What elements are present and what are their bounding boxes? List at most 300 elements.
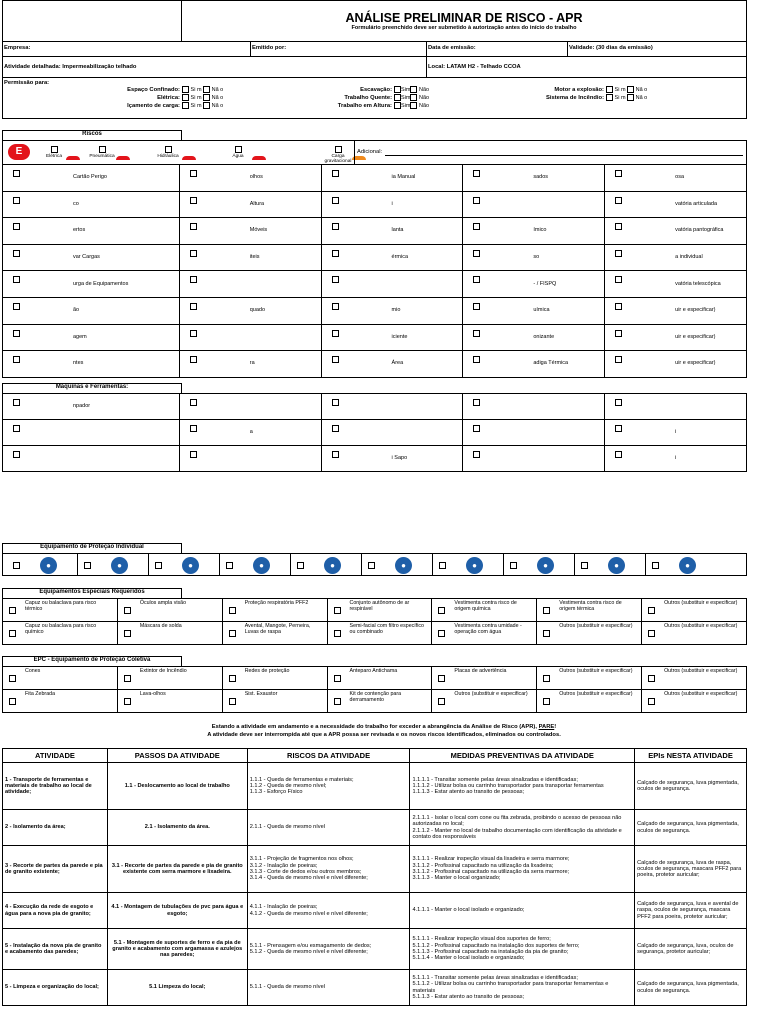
grid-cell[interactable] [432, 690, 537, 713]
grid-row [3, 351, 747, 378]
table-cell-medidas[interactable]: 2.1.1.1 - Isolar o local com cone ou fita zebrada, proibindo o acesso de pessoas não autorizadas no local; 2.1.1.2 - Manter no local de trabalho documentação com identificação da atividade e contato dos responsáveis [410, 810, 635, 846]
checkbox[interactable] [648, 675, 655, 682]
checkbox[interactable] [190, 356, 197, 363]
checkbox[interactable] [615, 223, 622, 230]
checkbox[interactable] [332, 356, 339, 363]
grid-cell[interactable] [3, 271, 180, 298]
grid-cell[interactable] [3, 599, 118, 622]
energy-icon [116, 156, 130, 160]
checkbox[interactable] [473, 276, 480, 283]
checkbox[interactable] [615, 399, 622, 406]
grid-cell-label: Extintor de Incêndio [139, 668, 187, 674]
table-cell-passos[interactable]: 5.1 - Montagem de suportes de ferro e da pia de granito e acabamento com argamassa e azulejos nas paredes; [107, 929, 247, 970]
grid-cell[interactable] [3, 165, 180, 192]
grid-cell[interactable] [179, 446, 321, 472]
checkbox[interactable] [334, 607, 341, 614]
energy-label: Elétrica [46, 154, 62, 160]
grid-cell[interactable] [117, 667, 222, 690]
grid-cell-label: érmica [391, 254, 409, 261]
grid-cell[interactable] [321, 351, 463, 378]
checkbox[interactable] [438, 675, 445, 682]
checkbox[interactable] [190, 303, 197, 310]
checkbox[interactable] [332, 276, 339, 283]
checkbox[interactable] [203, 102, 210, 109]
checkbox[interactable] [229, 607, 236, 614]
grid-cell[interactable] [605, 218, 747, 245]
epi-item[interactable] [84, 557, 128, 574]
table-cell-epis[interactable]: Calçado de segurança, luva pigmentada, oculos de segurança. [635, 970, 747, 1006]
grid-cell[interactable] [463, 446, 605, 472]
checkbox[interactable] [99, 146, 106, 153]
grid-row [3, 244, 747, 271]
checkbox[interactable] [581, 562, 588, 569]
grid-cell[interactable] [605, 420, 747, 446]
grid-cell[interactable] [321, 271, 463, 298]
checkbox[interactable] [13, 303, 20, 310]
grid-cell[interactable] [3, 446, 180, 472]
checkbox[interactable] [543, 607, 550, 614]
grid-cell-label: i Sapo [391, 455, 408, 461]
table-row [3, 970, 747, 1006]
table-cell-epis[interactable]: Calçado de segurança, luva pigmentada, oculos de segurança. [635, 810, 747, 846]
grid-cell[interactable] [222, 690, 327, 713]
checkbox[interactable] [606, 94, 613, 101]
checkbox[interactable] [438, 698, 445, 705]
table-cell-epis[interactable]: Calçado de segurança, luva, oculos de segurança, protetor auricular; [635, 929, 747, 970]
grid-cell[interactable] [537, 667, 642, 690]
grid-cell[interactable] [327, 599, 432, 622]
checkbox[interactable] [51, 146, 58, 153]
grid-cell[interactable] [605, 244, 747, 271]
grid-cell[interactable] [605, 271, 747, 298]
checkbox[interactable] [334, 630, 341, 637]
checkbox[interactable] [410, 86, 417, 93]
checkbox[interactable] [229, 675, 236, 682]
checkbox[interactable] [229, 698, 236, 705]
grid-cell[interactable] [327, 667, 432, 690]
grid-cell[interactable] [605, 351, 747, 378]
checkbox[interactable] [473, 303, 480, 310]
grid-cell-label: Lava-olhos [139, 691, 166, 697]
checkbox[interactable] [543, 698, 550, 705]
checkbox[interactable] [13, 562, 20, 569]
checkbox[interactable] [9, 630, 16, 637]
checkbox[interactable] [615, 276, 622, 283]
grid-cell-label: Máscara de solda [139, 623, 182, 629]
grid-cell[interactable] [321, 191, 463, 218]
checkbox[interactable] [124, 698, 131, 705]
checkbox[interactable] [190, 399, 197, 406]
page-subtitle: Formulário preenchido deve ser submetido à autorização antes do início do trabalho [351, 25, 577, 31]
energy-label: Hidráulica [157, 154, 179, 160]
grid-cell[interactable] [327, 622, 432, 645]
grid-cell[interactable] [432, 599, 537, 622]
grid-cell[interactable] [605, 394, 747, 420]
ear-protection-icon: ● [253, 557, 270, 574]
checkbox[interactable] [332, 451, 339, 458]
adicional-input[interactable] [385, 155, 743, 156]
grid-cell[interactable] [3, 324, 180, 351]
checkbox[interactable] [615, 197, 622, 204]
grid-cell-label: sados [533, 174, 549, 181]
grid-cell[interactable] [321, 297, 463, 324]
checkbox[interactable] [332, 330, 339, 337]
grid-row [3, 446, 747, 472]
checkbox[interactable] [332, 197, 339, 204]
grid-cell[interactable] [3, 297, 180, 324]
grid-cell[interactable] [222, 667, 327, 690]
checkbox[interactable] [648, 698, 655, 705]
grid-cell[interactable] [432, 622, 537, 645]
epc-header: EPC - Equipamento de Proteção Coletiva [2, 656, 182, 667]
boot-icon: ● [40, 557, 57, 574]
grid-cell[interactable] [463, 191, 605, 218]
table-cell-atividade[interactable]: 5 - Limpeza e organização do local; [3, 970, 108, 1006]
grid-cell[interactable] [321, 218, 463, 245]
table-cell-atividade[interactable]: 1 - Transporte de ferramentas e materiais de trabalho ao local de atividade; [3, 763, 108, 810]
grid-cell-label: so [533, 254, 540, 261]
grid-cell[interactable] [3, 351, 180, 378]
grid-cell[interactable] [642, 599, 747, 622]
checkbox[interactable] [190, 451, 197, 458]
header-title-cell [181, 0, 747, 42]
checkbox[interactable] [410, 94, 417, 101]
checkbox[interactable] [473, 223, 480, 230]
grid-cell[interactable] [179, 165, 321, 192]
table-cell-medidas[interactable]: 5.1.1.1 - Transitar somente pelas áreas sinalizadas e identificadas; 5.1.1.2 - Utilizar bolsa ou carrinho transportador para transportar ferramentas e materiais 5.1.1.3 - Estar atento ao transito de pessoas; [410, 970, 635, 1006]
grid-cell[interactable] [179, 244, 321, 271]
checkbox[interactable] [368, 562, 375, 569]
grid-cell[interactable] [179, 420, 321, 446]
checkbox[interactable] [394, 102, 401, 109]
hard-hat-icon: ● [608, 557, 625, 574]
grid-cell[interactable] [605, 191, 747, 218]
glove-icon: ● [395, 557, 412, 574]
checkbox[interactable] [543, 675, 550, 682]
checkbox[interactable] [297, 562, 304, 569]
epi-item[interactable] [155, 557, 199, 574]
checkbox[interactable] [13, 425, 20, 432]
checkbox[interactable] [543, 630, 550, 637]
grid-cell[interactable] [179, 191, 321, 218]
table-cell-riscos[interactable]: 1.1.1 - Queda de ferramentas e materiais; 1.1.2 - Queda de mesmo nível; 1.1.3 - Esforço Físico [247, 763, 410, 810]
checkbox[interactable] [335, 146, 342, 153]
empresa-field[interactable]: Empresa: [4, 45, 31, 51]
table-cell-atividade[interactable]: 2 - Isolamento da área; [3, 810, 108, 846]
grid-cell[interactable] [605, 324, 747, 351]
checkbox[interactable] [124, 630, 131, 637]
grid-cell-label: Vestimenta contra umidade - operação com água [454, 623, 522, 635]
checkbox[interactable] [332, 303, 339, 310]
checkbox[interactable] [627, 86, 634, 93]
grid-cell[interactable] [642, 667, 747, 690]
checkbox[interactable] [652, 562, 659, 569]
grid-cell[interactable] [463, 271, 605, 298]
checkbox[interactable] [190, 250, 197, 257]
adicional-label: Adicional: [357, 149, 383, 155]
table-cell-medidas[interactable]: 1.1.1.1 - Transitar somente pelas áreas sinalizadas e identificadas; 1.1.1.2 - Utilizar bolsa ou carrinho transportador para transportar ferramentas 1.1.1.3 - Estar atento ao transito de pessoas; [410, 763, 635, 810]
checkbox[interactable] [9, 607, 16, 614]
table-cell-riscos[interactable]: 5.1.1 - Prensagem e/ou esmagamento de dedos; 5.1.2 - Queda de mesmo nível e nível diferente; [247, 929, 410, 970]
grid-cell[interactable] [605, 165, 747, 192]
grid-cell[interactable] [605, 297, 747, 324]
checkbox[interactable] [203, 86, 210, 93]
maquinas-grid [2, 393, 747, 472]
checkbox[interactable] [235, 146, 242, 153]
energy-icon [66, 156, 80, 160]
checkbox[interactable] [9, 698, 16, 705]
grid-cell[interactable] [463, 165, 605, 192]
checkbox[interactable] [13, 356, 20, 363]
checkbox[interactable] [606, 86, 613, 93]
checkbox[interactable] [615, 425, 622, 432]
energy-item[interactable] [220, 146, 256, 159]
grid-cell[interactable] [321, 165, 463, 192]
checkbox[interactable] [438, 630, 445, 637]
energy-item[interactable] [36, 146, 72, 159]
checkbox[interactable] [439, 562, 446, 569]
grid-cell[interactable] [463, 218, 605, 245]
grid-cell[interactable] [321, 394, 463, 420]
epi-item[interactable] [297, 557, 341, 574]
checkbox[interactable] [190, 330, 197, 337]
checkbox[interactable] [510, 562, 517, 569]
grid-cell[interactable] [117, 622, 222, 645]
grid-cell[interactable] [3, 420, 180, 446]
epi-item[interactable] [368, 557, 412, 574]
grid-cell[interactable] [642, 690, 747, 713]
table-cell-epis[interactable]: Calçado de segurança, luva pigmentada, oculos de segurança. [635, 763, 747, 810]
grid-cell[interactable] [432, 667, 537, 690]
checkbox[interactable] [332, 170, 339, 177]
checkbox[interactable] [124, 675, 131, 682]
table-cell-epis[interactable]: Calçado de segurança, luva e avental de raspa, oculos de segurança, mascara PFF2 para poeira, protetor auricular; [635, 893, 747, 929]
checkbox[interactable] [226, 562, 233, 569]
table-cell-atividade[interactable]: 4 - Execução da rede de esgoto e água para a nova pia de granito; [3, 893, 108, 929]
validade-field[interactable]: Validade: (30 dias da emissão) [569, 45, 653, 51]
grid-cell[interactable] [222, 599, 327, 622]
riscos-grid [2, 164, 747, 378]
checkbox[interactable] [13, 330, 20, 337]
checkbox[interactable] [13, 276, 20, 283]
table-cell-riscos[interactable]: 2.1.1 - Queda de mesmo nível [247, 810, 410, 846]
checkbox[interactable] [182, 94, 189, 101]
checkbox[interactable] [229, 630, 236, 637]
grid-cell-label: Vestimenta contra risco de origem química [454, 600, 517, 612]
grid-cell[interactable] [3, 690, 118, 713]
grid-cell[interactable] [463, 394, 605, 420]
checkbox[interactable] [473, 330, 480, 337]
table-cell-riscos[interactable]: 4.1.1 - Inalação de poeiras; 4.1.2 - Queda de mesmo nível e nível diferente; [247, 893, 410, 929]
grid-cell[interactable] [179, 394, 321, 420]
grid-cell[interactable] [3, 244, 180, 271]
grid-cell[interactable] [321, 446, 463, 472]
checkbox[interactable] [13, 399, 20, 406]
checkbox[interactable] [473, 451, 480, 458]
epi-item[interactable] [581, 557, 625, 574]
checkbox[interactable] [473, 250, 480, 257]
checkbox[interactable] [182, 102, 189, 109]
table-cell-passos[interactable]: 3.1 - Recorte de partes da parede e pia de granito existente com serra marmore e lixadeira. [107, 846, 247, 893]
grid-cell[interactable] [605, 446, 747, 472]
grid-cell-label: Outros (substituir e especificar) [664, 623, 738, 629]
activity-table [2, 748, 747, 1006]
grid-cell-label: Outros (substituir e especificar) [664, 691, 738, 697]
grid-cell[interactable] [3, 394, 180, 420]
checkbox[interactable] [332, 250, 339, 257]
grid-cell[interactable] [537, 599, 642, 622]
table-cell-epis[interactable]: Calçado de segurança, luva de raspa, oculos de segurança, mascara PFF2 para poeira, protetor auricular; [635, 846, 747, 893]
checkbox[interactable] [615, 303, 622, 310]
grid-cell[interactable] [179, 271, 321, 298]
epi-item[interactable] [652, 557, 696, 574]
grid-row [3, 191, 747, 218]
table-cell-passos[interactable]: 5.1 Limpeza do local; [107, 970, 247, 1006]
table-row [3, 763, 747, 810]
checkbox[interactable] [473, 399, 480, 406]
checkbox[interactable] [615, 170, 622, 177]
grid-cell[interactable] [321, 324, 463, 351]
checkbox[interactable] [648, 630, 655, 637]
checkbox[interactable] [13, 197, 20, 204]
checkbox[interactable] [332, 223, 339, 230]
grid-cell[interactable] [463, 297, 605, 324]
epi-header: Equipamento de Proteção Individual [2, 543, 182, 554]
epi-item[interactable] [439, 557, 483, 574]
checkbox[interactable] [438, 607, 445, 614]
grid-cell-label: Redes de proteção [244, 668, 290, 674]
grid-cell[interactable] [537, 690, 642, 713]
grid-cell[interactable] [463, 420, 605, 446]
checkbox[interactable] [190, 425, 197, 432]
table-cell-medidas[interactable]: 5.1.1.1 - Realizar inspeção visual dos suportes de ferro; 5.1.1.2 - Profissinal capacitado na instalação dos suportes de ferro; 5.1.1.3 - Profissinal capacitado na instalação da pia de granito; 5.1.1.4 - Manter o local isolado e organizado; [410, 929, 635, 970]
checkbox[interactable] [648, 607, 655, 614]
checkbox[interactable] [627, 94, 634, 101]
energy-item[interactable] [320, 146, 356, 164]
checkbox[interactable] [615, 250, 622, 257]
checkbox[interactable] [615, 356, 622, 363]
checkbox[interactable] [332, 425, 339, 432]
grid-cell-label: agem [73, 333, 87, 340]
table-cell-medidas[interactable]: 3.1.1.1 - Realizar inspeção visual da lixadeira e serra marmore; 3.1.1.2 - Profissinal capacitado na utilização da lixadeira; 3.1.1.2 - Profissinal capacitado na utilização da serra marmore; 3.1.1.3 - Manter o local organizado; [410, 846, 635, 893]
grid-cell[interactable] [179, 218, 321, 245]
grid-cell-label: Outros (substituir e especificar) [559, 668, 633, 674]
table-cell-atividade[interactable]: 5 - Instalação da nova pia de granito e acabamento das paredes; [3, 929, 108, 970]
grid-cell-label: Outros (substituir e especificar) [559, 623, 633, 629]
checkbox[interactable] [13, 250, 20, 257]
table-cell-passos[interactable]: 2.1 - Isolamento da área. [107, 810, 247, 846]
column-header: ATIVIDADE [3, 749, 108, 763]
grid-cell[interactable] [642, 622, 747, 645]
checkbox[interactable] [473, 425, 480, 432]
grid-cell-label: Proteção respiratória PFF2 [244, 600, 309, 606]
checkbox[interactable] [190, 170, 197, 177]
epi-item[interactable] [226, 557, 270, 574]
checkbox[interactable] [190, 276, 197, 283]
grid-cell[interactable] [179, 324, 321, 351]
table-cell-medidas[interactable]: 4.1.1.1 - Manter o local isolado e organizado; [410, 893, 635, 929]
atividade-field[interactable]: Atividade detalhada: Impermeabilização telhado [4, 64, 137, 70]
grid-cell-label: Sist. Exaustor [244, 691, 278, 697]
energy-item[interactable] [150, 146, 186, 159]
table-cell-atividade[interactable]: 3 - Recorte de partes da parede e pia de granito existente; [3, 846, 108, 893]
grid-cell[interactable] [463, 244, 605, 271]
checkbox[interactable] [615, 451, 622, 458]
checkbox[interactable] [410, 102, 417, 109]
grid-cell[interactable] [537, 622, 642, 645]
checkbox[interactable] [203, 94, 210, 101]
grid-cell[interactable] [327, 690, 432, 713]
checkbox[interactable] [182, 86, 189, 93]
grid-cell[interactable] [3, 622, 118, 645]
local-field[interactable]: Local: LATAM H2 - Telhado CCOA [428, 64, 521, 70]
checkbox[interactable] [190, 223, 197, 230]
checkbox[interactable] [84, 562, 91, 569]
epi-item[interactable] [510, 557, 554, 574]
permissao-col1-checks: Si m Nã o Si m Nã o Si m Nã o [182, 86, 223, 110]
checkbox[interactable] [13, 451, 20, 458]
grid-cell-label: Óculos ampla visão [139, 600, 187, 606]
grid-cell[interactable] [179, 297, 321, 324]
table-cell-riscos[interactable]: 5.1.1 - Queda de mesmo nível [247, 970, 410, 1006]
checkbox[interactable] [124, 607, 131, 614]
checkbox[interactable] [473, 356, 480, 363]
grid-cell[interactable] [179, 351, 321, 378]
checkbox[interactable] [155, 562, 162, 569]
grid-cell[interactable] [321, 420, 463, 446]
grid-cell[interactable] [3, 667, 118, 690]
column-header: PASSOS DA ATIVIDADE [107, 749, 247, 763]
grid-cell[interactable] [321, 244, 463, 271]
permissao-col3-checks: Si m Nã o Si m Nã o [606, 86, 647, 102]
grid-cell-label: urga de Equipamentos [73, 280, 129, 287]
checkbox[interactable] [13, 223, 20, 230]
maquinas-header: Máquinas e Ferramentas: [2, 383, 182, 394]
grid-cell[interactable] [222, 622, 327, 645]
table-cell-passos[interactable]: 4.1 - Montagem de tubulações de pvc para água e esgoto; [107, 893, 247, 929]
grid-cell[interactable] [3, 218, 180, 245]
checkbox[interactable] [165, 146, 172, 153]
grid-cell[interactable] [463, 324, 605, 351]
epc-grid [2, 666, 747, 713]
checkbox[interactable] [9, 675, 16, 682]
grid-cell[interactable] [463, 351, 605, 378]
grid-cell-label: Outros (substituir e especificar) [664, 668, 738, 674]
energy-item[interactable] [84, 146, 120, 159]
grid-row [3, 599, 747, 622]
grid-cell[interactable] [3, 191, 180, 218]
checkbox[interactable] [473, 197, 480, 204]
grid-cell[interactable] [117, 599, 222, 622]
checkbox[interactable] [615, 330, 622, 337]
emitido-field[interactable]: Emitido por: [252, 45, 287, 51]
grid-cell-label: Semi-facial com filtro específico ou combinado [349, 623, 425, 635]
data-emissao-field[interactable]: Data de emissão: [428, 45, 476, 51]
checkbox[interactable] [332, 399, 339, 406]
table-cell-passos[interactable]: 1.1 - Deslocamento ao local de trabalho [107, 763, 247, 810]
grid-cell-label: Outros (substituir e especificar) [454, 691, 528, 697]
checkbox[interactable] [13, 170, 20, 177]
checkbox[interactable] [190, 197, 197, 204]
table-cell-riscos[interactable]: 3.1.1 - Projeção de fragmentos nos olhos; 3.1.2 - Inalação de poeiras; 3.1.3 - Corte de dedos e/ou outros membros; 3.1.4 - Queda de mesmo nível e nível diferente; [247, 846, 410, 893]
checkbox[interactable] [473, 170, 480, 177]
checkbox[interactable] [334, 675, 341, 682]
epi-item[interactable] [13, 557, 57, 574]
grid-cell[interactable] [117, 690, 222, 713]
checkbox[interactable] [334, 698, 341, 705]
checkbox[interactable] [394, 86, 401, 93]
checkbox[interactable] [394, 94, 401, 101]
